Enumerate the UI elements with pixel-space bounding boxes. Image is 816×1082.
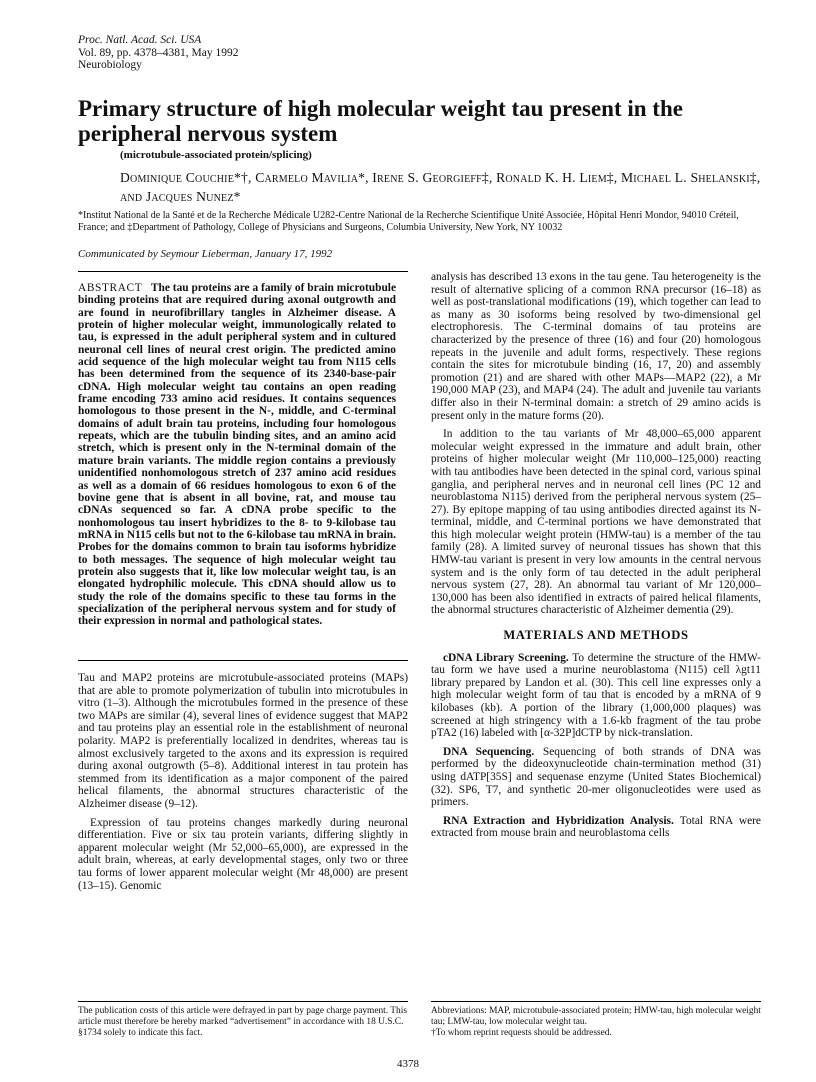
footnote-divider	[78, 1001, 408, 1002]
runin-heading: DNA Sequencing.	[443, 745, 535, 758]
methods-library-screening	[431, 652, 761, 740]
journal-volume: Vol. 89, pp. 4378–4381, May 1992	[78, 46, 239, 59]
methods-text: Total RNA were extracted from mouse brain and neuroblastoma cells	[431, 814, 761, 840]
methods-dna-sequencing	[431, 746, 761, 809]
page-number: 4378	[397, 1058, 419, 1070]
abstract-body: The tau proteins are a family of brain microtubule binding proteins that are required during axonal outgrowth and are found in neurofibrillary tangles in Alzheimer disease. A protein of higher molecular weight, immunologically related to tau, is expressed in the adult peripheral system and in cultured neuronal cell lines of neural crest origin. The predicted amino acid sequence of the high molecular weight tau from N115 cells has been determined from the sequence of its 2340-base-pair cDNA. High molecular weight tau contains an open reading frame encoding 733 amino acid residues. It contains sequences homologous to those present in the N-, middle, and C-terminal domains of adult brain tau proteins, including four homologous repeats, which are the tubulin binding sites, and an amino acid stretch, which is present only in the N-terminal domain of the mature brain variants. The middle region contains a previously unidentified nonhomologous stretch of 237 amino acid residues as well as a domain of 66 residues homologous to exon 6 of the bovine gene that is absent in all bovine, rat, and mouse tau cDNAs sequenced so far. A cDNA probe specific to the nonhomologous tau insert hybridizes to the 8- to 9-kilobase tau mRNA in N115 cells but not to the 6-kilobase tau mRNA in brain. Probes for the domains common to brain tau isoforms hybridize to both messages. The sequence of high molecular weight tau protein also suggests that it, like low molecular weight tau, is an elongated hydrophilic molecule. This cDNA should allow us to study the role of the domains specific to these tau forms in the specialization of the peripheral nervous system and for study of their expression in normal and pathological states.	[78, 282, 397, 628]
abbreviations-footnote	[431, 1006, 761, 1039]
author-list: Dominique Couchie*†, Carmelo Mavilia*, Irene S. Georgieff‡, Ronald K. H. Liem‡, Michael L. Shelanski‡, and Jacques Nunez*	[120, 170, 761, 204]
methods-text: Sequencing of both strands of DNA was performed by the dideoxynucleotide chain-termination method (31) using dATP[35S] and sequenase enzyme (United States Biochemical) (32). SP6, T7, and synthetic 20-mer oligonucleotides were used as primers.	[431, 745, 761, 809]
footnote-divider	[431, 1001, 761, 1002]
journal-section: Neurobiology	[78, 59, 142, 71]
section-heading-methods: MATERIALS AND METHODS	[503, 628, 689, 643]
methods-text: To determine the structure of the HMW-tau form we have used a murine neuroblastoma (N115) cell λgt11 library prepared by Landon et al. (30). This cell line expresses only a high molecular weight form of tau that is encoded by a mRNA of 9 kilobases (kb). A portion of the library (1,000,000 plaques) was screened at high stringency with a 1.6-kb fragment of the tau probe pTA2 (16) labeled with [α-32P]dCTP by nick-translation.	[431, 651, 761, 740]
abbreviations: Abbreviations: MAP, microtubule-associated protein; HMW-tau, high molecular weight tau; LMW-tau, low molecular weight tau.	[431, 1006, 761, 1027]
runin-heading: RNA Extraction and Hybridization Analysis.	[443, 814, 674, 827]
runin-heading: cDNA Library Screening.	[443, 651, 569, 664]
keywords: (microtubule-associated protein/splicing)	[120, 149, 312, 161]
intro-left-column	[78, 672, 408, 898]
right-column	[431, 271, 761, 846]
intro-paragraph-3: analysis has described 13 exons in the tau gene. Tau heterogeneity is the result of alternative splicing of a common RNA precursor (16–18) as well as post-translational modifications (19), which together can lead to as many as 30 isoforms being resolved by two-dimensional gel electrophoresis. The C-terminal domains of tau proteins are characterized by the presence of three (16) and four (20) homologous repeats in the juvenile and adult forms, respectively. These regions contain the sites for microtubule binding (16, 17, 20) and assembly promotion (21) and are shared with other MAPs—MAP2 (22), a Mr 190,000 MAP (23), and MAP4 (24). The adult and juvenile tau variants differ also in their N-terminal domain: a stretch of 29 amino acids is present only in the mature forms (20).	[431, 271, 761, 422]
journal-name: Proc. Natl. Acad. Sci. USA	[78, 34, 202, 46]
intro-paragraph-1: Tau and MAP2 proteins are microtubule-associated proteins (MAPs) that are able to promote polymerization of tubulin into microtubules in vitro (1–3). Although the microtubules formed in the presence of these two MAPs are similar (4), several lines of evidence suggest that MAP2 and tau proteins play an essential role in the establishment of neuronal polarity. MAP2 is preferentially localized in dendrites, whereas tau is almost exclusively targeted to the axons and its expression is required during axonal outgrowth (5–8). Additional interest in tau protein has stemmed from its identification as a major component of the paired helical filaments, the abnormal structures characteristic of the Alzheimer disease (9–12).	[78, 672, 408, 810]
reprint-note: †To whom reprint requests should be addressed.	[431, 1028, 612, 1038]
paper-title: Primary structure of high molecular weight tau present in the peripheral nervous system	[78, 96, 683, 146]
publication-costs-footnote: The publication costs of this article were defrayed in part by page charge payment. This article must therefore be hereby marked “advertisement” in accordance with 18 U.S.C. §1734 solely to indicate this fact.	[78, 1006, 407, 1038]
intro-paragraph-2: Expression of tau proteins changes markedly during neuronal differentiation. Five or six tau protein variants, differing slightly in apparent molecular weight (Mr 52,000–65,000), are expressed in the adult brain, whereas, at early developmental stages, only two or three tau forms of lower apparent molecular weight (Mr 48,000) are present (13–15). Genomic	[78, 816, 408, 892]
abstract	[78, 282, 396, 628]
affiliations: *Institut National de la Santé et de la Recherche Médicale U282-Centre National de la Recherche Scientifique Unité Associée, Hôpital Henri Mondor, 94010 Créteil, France; and ‡Department of Pathology, College of Physicians and Surgeons, Columbia University, New York, NY 10032	[78, 210, 739, 234]
methods-rna-extraction	[431, 815, 761, 840]
abstract-heading: ABSTRACT	[78, 282, 143, 294]
journal-header	[78, 34, 238, 72]
communicated-by: Communicated by Seymour Lieberman, January 17, 1992	[78, 248, 333, 260]
intro-paragraph-4: In addition to the tau variants of Mr 48,000–65,000 apparent molecular weight expressed in the immature and adult brain, other proteins of higher molecular weight (Mr 110,000–125,000) reacting with tau antibodies have been detected in the spinal cord, various spinal ganglia, and peripheral nerves and in neuronal cell lines (PC 12 and neuroblastoma N115) derived from the peripheral nervous system (25–27). By epitope mapping of tau using antibodies directed against its N-terminal, middle, and C-terminal portions we have demonstrated that this high molecular weight protein (HMW-tau) is a member of the tau family (28). A limited survey of neuronal tissues has shown that this HMW-tau variant is present in very low amounts in the central nervous system and is the only form of tau detected in the adult peripheral nervous system (27, 28). An abnormal tau variant of Mr 120,000–130,000 has been also identified in extracts of paired helical filaments, the abnormal structures characteristic of Alzheimer dementia (29).	[431, 428, 761, 617]
